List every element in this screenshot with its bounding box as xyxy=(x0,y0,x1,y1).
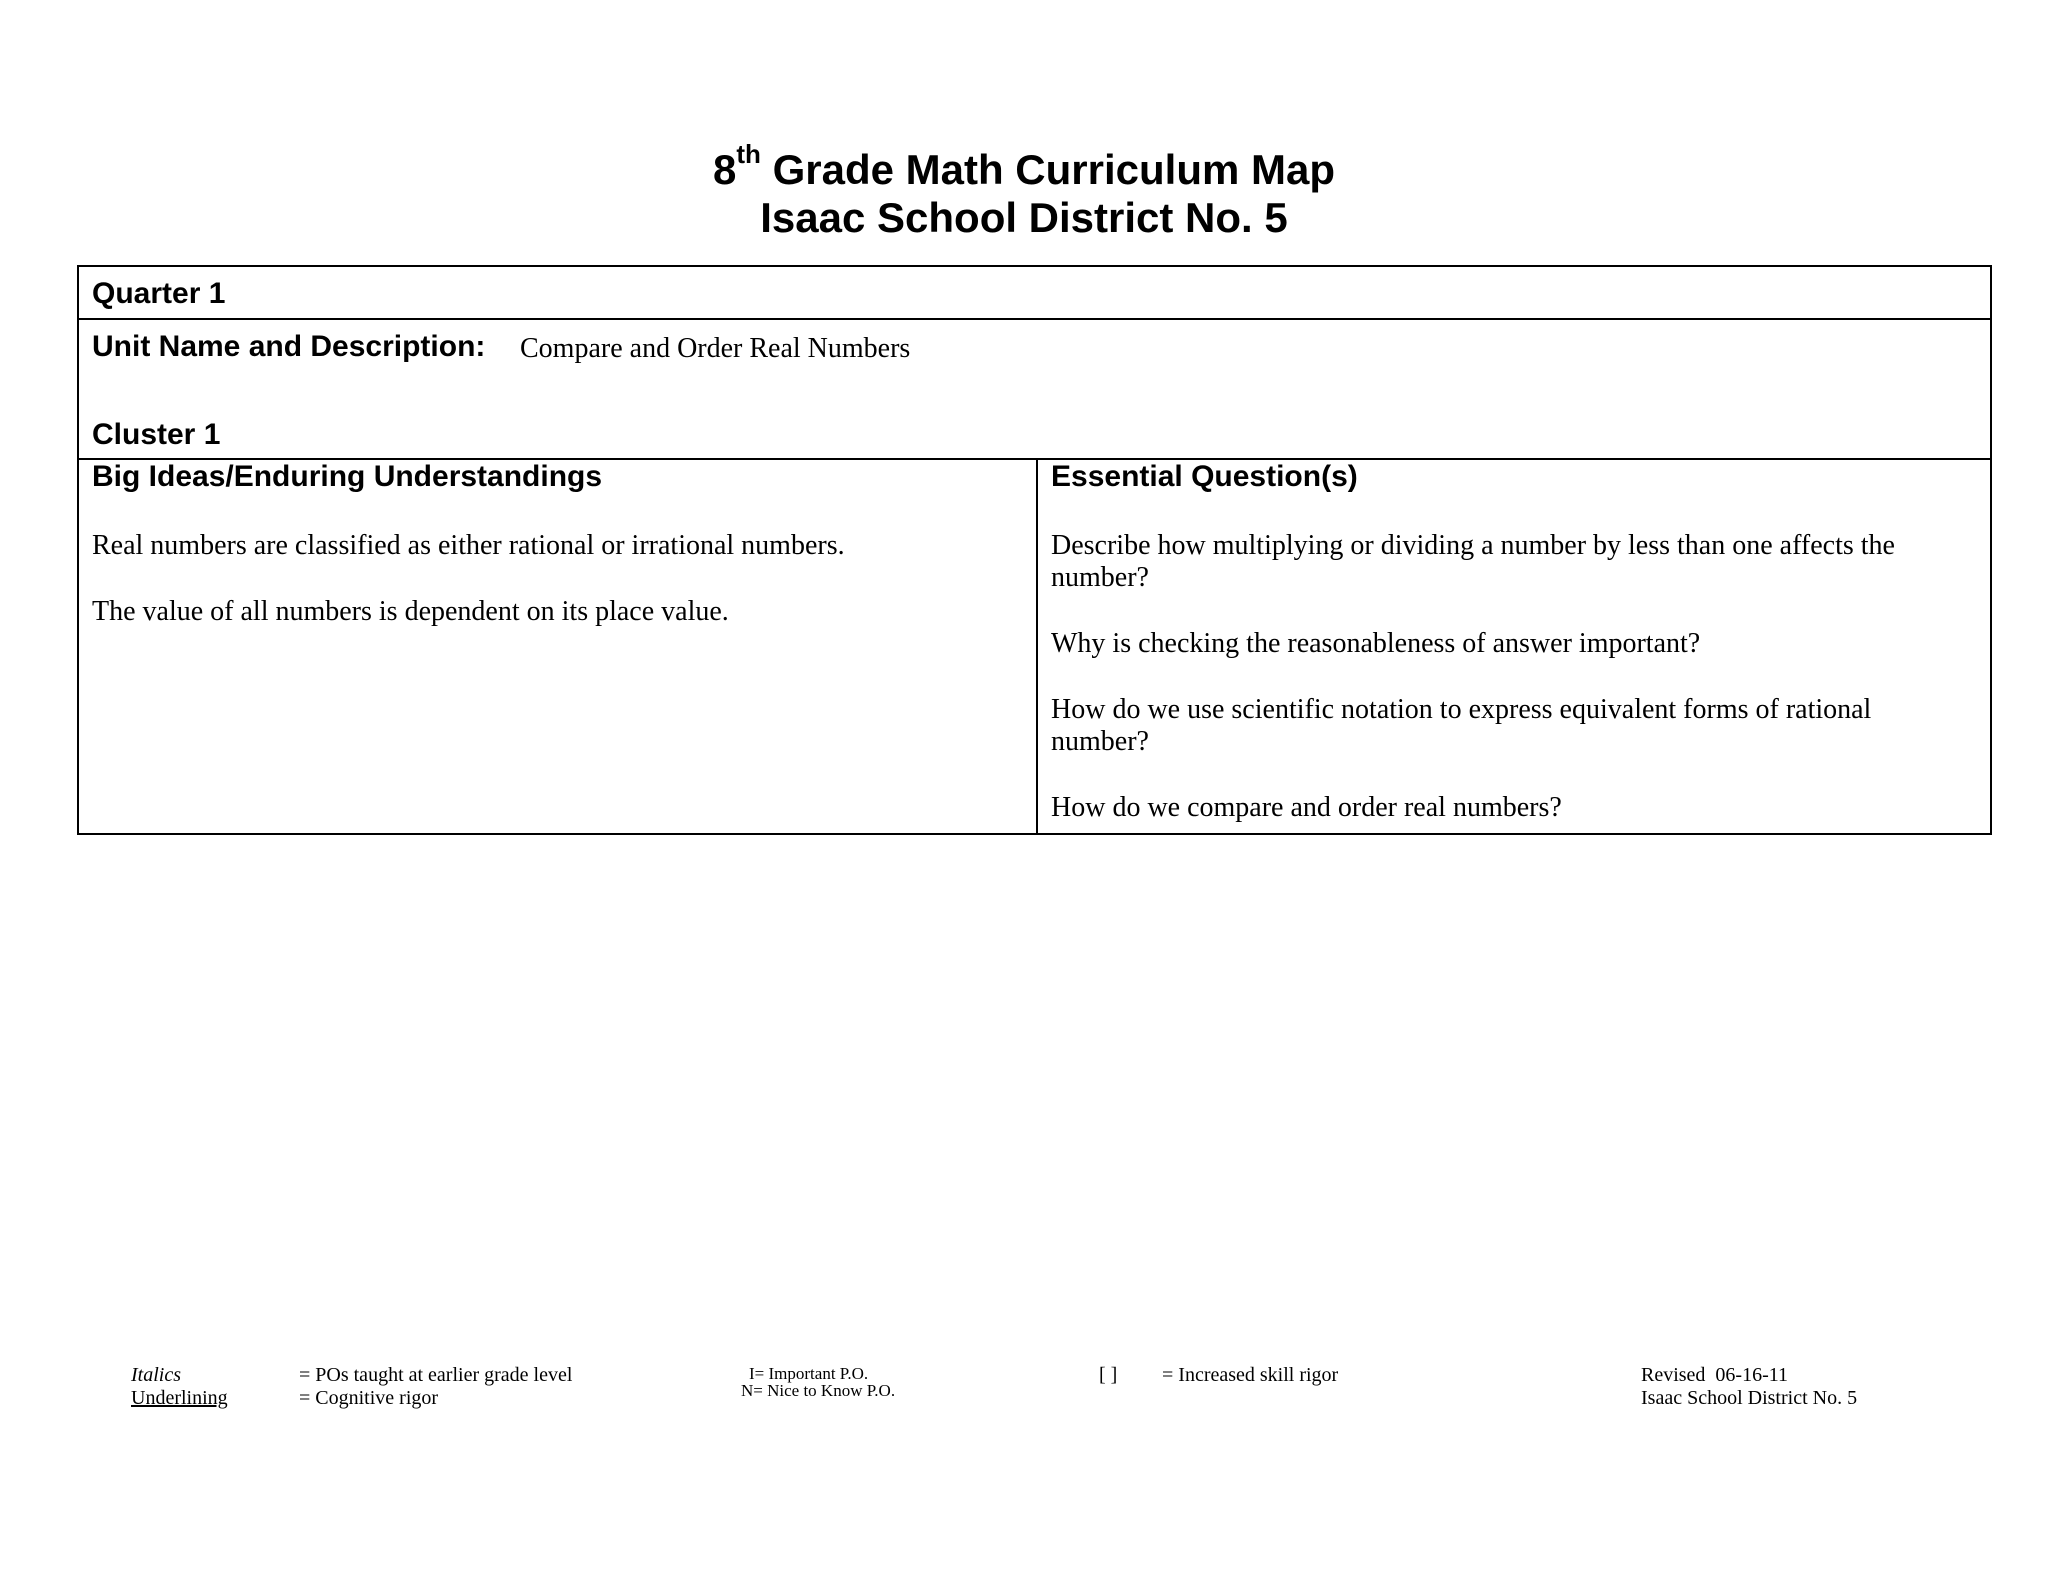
unit-label: Unit Name and Description: xyxy=(92,330,486,363)
essential-question-item: Describe how multiplying or dividing a number by less than one affects the number? xyxy=(1051,530,1895,593)
title-line-1 xyxy=(0,139,2048,194)
legend-underlining-desc: = Cognitive rigor xyxy=(299,1387,439,1409)
legend-brackets-desc: = Increased skill rigor xyxy=(1162,1364,1339,1386)
essential-questions-heading: Essential Question(s) xyxy=(1051,460,1358,493)
cluster-label: Cluster 1 xyxy=(92,418,221,451)
unit-row xyxy=(79,320,1990,460)
footer-district: Isaac School District No. 5 xyxy=(1641,1387,1858,1409)
legend-italics-desc: = POs taught at earlier grade level xyxy=(299,1364,573,1386)
big-ideas-heading: Big Ideas/Enduring Understandings xyxy=(92,460,603,493)
unit-value: Compare and Order Real Numbers xyxy=(520,333,911,364)
legend-italics-label: Italics xyxy=(131,1364,181,1386)
essential-questions-cell xyxy=(1038,460,1990,833)
quarter-label: Quarter 1 xyxy=(92,277,226,310)
curriculum-table xyxy=(77,265,1992,835)
legend-brackets: [ ] xyxy=(1099,1364,1118,1386)
legend-nice-to-know: N= Nice to Know P.O. xyxy=(741,1381,896,1400)
legend-important: I= Important P.O. xyxy=(749,1364,869,1383)
columns-row xyxy=(79,460,1990,833)
essential-question-item: How do we use scientific notation to express equivalent forms of rational number? xyxy=(1051,694,1872,757)
grade-suffix: th xyxy=(736,139,761,169)
title-line-2: Isaac School District No. 5 xyxy=(760,194,1288,241)
document-title xyxy=(0,139,2048,242)
revised-date: Revised 06-16-11 xyxy=(1641,1364,1789,1386)
quarter-row xyxy=(79,267,1990,320)
title-line-1-text: Grade Math Curriculum Map xyxy=(760,146,1335,193)
big-ideas-cell xyxy=(79,460,1038,833)
essential-question-item: Why is checking the reasonableness of answer important? xyxy=(1051,628,1701,659)
essential-question-item: How do we compare and order real numbers? xyxy=(1051,792,1562,823)
big-idea-item: The value of all numbers is dependent on its place value. xyxy=(92,596,729,627)
big-idea-item: Real numbers are classified as either rational or irrational numbers. xyxy=(92,530,845,561)
grade-number: 8 xyxy=(713,146,737,193)
legend-underlining-label: Underlining xyxy=(131,1387,228,1409)
